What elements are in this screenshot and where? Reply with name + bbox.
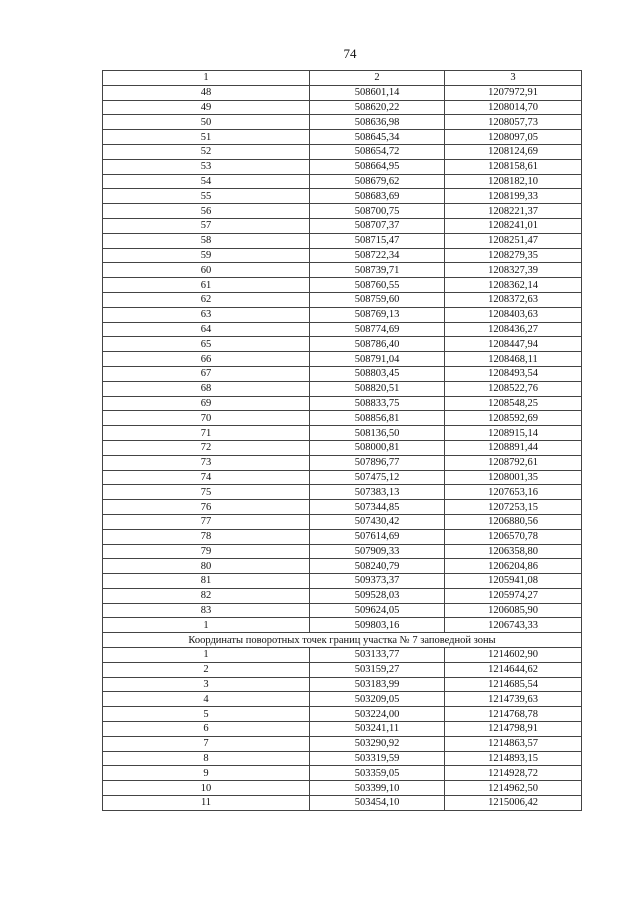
x-coordinate-cell: 508722,34 (310, 248, 445, 263)
y-coordinate-cell: 1208014,70 (445, 100, 582, 115)
table-row (103, 292, 582, 307)
table-row (103, 411, 582, 426)
y-coordinate-cell: 1208057,73 (445, 115, 582, 130)
point-number-cell: 68 (103, 381, 310, 396)
table-row (103, 426, 582, 441)
point-number-cell: 6 (103, 722, 310, 737)
table-row (103, 470, 582, 485)
table-row (103, 766, 582, 781)
table-row (103, 396, 582, 411)
table-row (103, 677, 582, 692)
x-coordinate-cell: 508654,72 (310, 144, 445, 159)
x-coordinate-cell: 503133,77 (310, 648, 445, 663)
x-coordinate-cell: 503359,05 (310, 766, 445, 781)
y-coordinate-cell: 1207972,91 (445, 85, 582, 100)
y-coordinate-cell: 1208362,14 (445, 278, 582, 293)
x-coordinate-cell: 508786,40 (310, 337, 445, 352)
point-number-cell: 61 (103, 278, 310, 293)
table-row (103, 544, 582, 559)
x-coordinate-cell: 509528,03 (310, 588, 445, 603)
x-coordinate-cell: 508636,98 (310, 115, 445, 130)
point-number-cell: 64 (103, 322, 310, 337)
point-number-cell: 59 (103, 248, 310, 263)
point-number-cell: 65 (103, 337, 310, 352)
table-row (103, 559, 582, 574)
table-row (103, 204, 582, 219)
table-row (103, 500, 582, 515)
x-coordinate-cell: 509624,05 (310, 603, 445, 618)
point-number-cell: 60 (103, 263, 310, 278)
x-coordinate-cell: 508136,50 (310, 426, 445, 441)
y-coordinate-cell: 1214863,57 (445, 736, 582, 751)
point-number-cell: 69 (103, 396, 310, 411)
table-row (103, 618, 582, 633)
point-number-cell: 82 (103, 588, 310, 603)
y-coordinate-cell: 1208251,47 (445, 233, 582, 248)
y-coordinate-cell: 1206570,78 (445, 529, 582, 544)
y-coordinate-cell: 1208279,35 (445, 248, 582, 263)
y-coordinate-cell: 1208792,61 (445, 455, 582, 470)
y-coordinate-cell: 1207653,16 (445, 485, 582, 500)
y-coordinate-cell: 1208548,25 (445, 396, 582, 411)
point-number-cell: 48 (103, 85, 310, 100)
x-coordinate-cell: 508769,13 (310, 307, 445, 322)
y-coordinate-cell: 1208468,11 (445, 352, 582, 367)
table-row (103, 352, 582, 367)
table-row (103, 174, 582, 189)
y-coordinate-cell: 1208001,35 (445, 470, 582, 485)
y-coordinate-cell: 1208592,69 (445, 411, 582, 426)
table-row (103, 603, 582, 618)
table-row (103, 722, 582, 737)
x-coordinate-cell: 509373,37 (310, 574, 445, 589)
x-coordinate-cell: 508760,55 (310, 278, 445, 293)
y-coordinate-cell: 1207253,15 (445, 500, 582, 515)
x-coordinate-cell: 508791,04 (310, 352, 445, 367)
table-row (103, 662, 582, 677)
y-coordinate-cell: 1206358,80 (445, 544, 582, 559)
y-coordinate-cell: 1208891,44 (445, 440, 582, 455)
point-number-cell: 71 (103, 426, 310, 441)
x-coordinate-cell: 507430,42 (310, 514, 445, 529)
x-coordinate-cell: 507896,77 (310, 455, 445, 470)
point-number-cell: 11 (103, 796, 310, 811)
table-row (103, 189, 582, 204)
y-coordinate-cell: 1214768,78 (445, 707, 582, 722)
table-row (103, 233, 582, 248)
header-col-3: 3 (445, 71, 582, 86)
point-number-cell: 1 (103, 648, 310, 663)
x-coordinate-cell: 508803,45 (310, 366, 445, 381)
x-coordinate-cell: 507909,33 (310, 544, 445, 559)
point-number-cell: 2 (103, 662, 310, 677)
x-coordinate-cell: 503159,27 (310, 662, 445, 677)
point-number-cell: 7 (103, 736, 310, 751)
point-number-cell: 77 (103, 514, 310, 529)
y-coordinate-cell: 1208522,76 (445, 381, 582, 396)
table-row (103, 337, 582, 352)
y-coordinate-cell: 1205974,27 (445, 588, 582, 603)
table-row (103, 707, 582, 722)
x-coordinate-cell: 508759,60 (310, 292, 445, 307)
table-row (103, 307, 582, 322)
y-coordinate-cell: 1214962,50 (445, 781, 582, 796)
table-row (103, 322, 582, 337)
x-coordinate-cell: 508739,71 (310, 263, 445, 278)
point-number-cell: 56 (103, 204, 310, 219)
y-coordinate-cell: 1214798,91 (445, 722, 582, 737)
x-coordinate-cell: 508820,51 (310, 381, 445, 396)
point-number-cell: 3 (103, 677, 310, 692)
x-coordinate-cell: 503183,99 (310, 677, 445, 692)
y-coordinate-cell: 1208493,54 (445, 366, 582, 381)
point-number-cell: 51 (103, 130, 310, 145)
table-row (103, 796, 582, 811)
point-number-cell: 62 (103, 292, 310, 307)
x-coordinate-cell: 503319,59 (310, 751, 445, 766)
y-coordinate-cell: 1214928,72 (445, 766, 582, 781)
point-number-cell: 79 (103, 544, 310, 559)
x-coordinate-cell: 508700,75 (310, 204, 445, 219)
point-number-cell: 73 (103, 455, 310, 470)
table-body-section-6 (103, 85, 582, 632)
point-number-cell: 75 (103, 485, 310, 500)
x-coordinate-cell: 508683,69 (310, 189, 445, 204)
x-coordinate-cell: 508856,81 (310, 411, 445, 426)
section-title-body (103, 633, 582, 648)
y-coordinate-cell: 1208182,10 (445, 174, 582, 189)
x-coordinate-cell: 508664,95 (310, 159, 445, 174)
coordinates-table (102, 70, 582, 811)
point-number-cell: 63 (103, 307, 310, 322)
point-number-cell: 52 (103, 144, 310, 159)
table-row (103, 648, 582, 663)
point-number-cell: 58 (103, 233, 310, 248)
point-number-cell: 74 (103, 470, 310, 485)
y-coordinate-cell: 1208403,63 (445, 307, 582, 322)
y-coordinate-cell: 1208199,33 (445, 189, 582, 204)
y-coordinate-cell: 1215006,42 (445, 796, 582, 811)
x-coordinate-cell: 508715,47 (310, 233, 445, 248)
y-coordinate-cell: 1214602,90 (445, 648, 582, 663)
y-coordinate-cell: 1214685,54 (445, 677, 582, 692)
y-coordinate-cell: 1208327,39 (445, 263, 582, 278)
table-header (103, 71, 582, 86)
x-coordinate-cell: 503454,10 (310, 796, 445, 811)
table-row (103, 751, 582, 766)
x-coordinate-cell: 503241,11 (310, 722, 445, 737)
section-title-row (103, 633, 582, 648)
x-coordinate-cell: 507614,69 (310, 529, 445, 544)
header-row (103, 71, 582, 86)
point-number-cell: 66 (103, 352, 310, 367)
page-number: 74 (343, 46, 357, 61)
point-number-cell: 76 (103, 500, 310, 515)
point-number-cell: 50 (103, 115, 310, 130)
x-coordinate-cell: 503209,05 (310, 692, 445, 707)
y-coordinate-cell: 1206204,86 (445, 559, 582, 574)
x-coordinate-cell: 508833,75 (310, 396, 445, 411)
point-number-cell: 72 (103, 440, 310, 455)
point-number-cell: 81 (103, 574, 310, 589)
point-number-cell: 8 (103, 751, 310, 766)
table-row (103, 366, 582, 381)
table-row (103, 692, 582, 707)
table-row (103, 263, 582, 278)
table-row (103, 159, 582, 174)
table-row (103, 574, 582, 589)
x-coordinate-cell: 507383,13 (310, 485, 445, 500)
table-row (103, 588, 582, 603)
point-number-cell: 83 (103, 603, 310, 618)
x-coordinate-cell: 503224,00 (310, 707, 445, 722)
x-coordinate-cell: 508645,34 (310, 130, 445, 145)
section-title: Координаты поворотных точек границ участка № 7 заповедной зоны (103, 633, 582, 648)
point-number-cell: 80 (103, 559, 310, 574)
y-coordinate-cell: 1208915,14 (445, 426, 582, 441)
y-coordinate-cell: 1208221,37 (445, 204, 582, 219)
x-coordinate-cell: 507344,85 (310, 500, 445, 515)
table-row (103, 529, 582, 544)
point-number-cell: 4 (103, 692, 310, 707)
point-number-cell: 78 (103, 529, 310, 544)
table-row (103, 218, 582, 233)
x-coordinate-cell: 508707,37 (310, 218, 445, 233)
x-coordinate-cell: 503290,92 (310, 736, 445, 751)
table-row (103, 248, 582, 263)
point-number-cell: 70 (103, 411, 310, 426)
point-number-cell: 53 (103, 159, 310, 174)
y-coordinate-cell: 1208124,69 (445, 144, 582, 159)
table-row (103, 781, 582, 796)
x-coordinate-cell: 508774,69 (310, 322, 445, 337)
point-number-cell: 10 (103, 781, 310, 796)
table-body-section-7 (103, 648, 582, 811)
table-row (103, 144, 582, 159)
point-number-cell: 67 (103, 366, 310, 381)
x-coordinate-cell: 509803,16 (310, 618, 445, 633)
y-coordinate-cell: 1208158,61 (445, 159, 582, 174)
y-coordinate-cell: 1206880,56 (445, 514, 582, 529)
point-number-cell: 9 (103, 766, 310, 781)
table-row (103, 278, 582, 293)
y-coordinate-cell: 1208436,27 (445, 322, 582, 337)
table-row (103, 381, 582, 396)
table-row (103, 736, 582, 751)
table-row (103, 85, 582, 100)
table-row (103, 455, 582, 470)
header-col-1: 1 (103, 71, 310, 86)
y-coordinate-cell: 1206085,90 (445, 603, 582, 618)
point-number-cell: 49 (103, 100, 310, 115)
table-row (103, 440, 582, 455)
x-coordinate-cell: 507475,12 (310, 470, 445, 485)
table-row (103, 100, 582, 115)
y-coordinate-cell: 1214739,63 (445, 692, 582, 707)
y-coordinate-cell: 1208241,01 (445, 218, 582, 233)
x-coordinate-cell: 508620,22 (310, 100, 445, 115)
point-number-cell: 54 (103, 174, 310, 189)
point-number-cell: 1 (103, 618, 310, 633)
y-coordinate-cell: 1208372,63 (445, 292, 582, 307)
table-row (103, 485, 582, 500)
y-coordinate-cell: 1214644,62 (445, 662, 582, 677)
x-coordinate-cell: 503399,10 (310, 781, 445, 796)
table-row (103, 115, 582, 130)
point-number-cell: 5 (103, 707, 310, 722)
y-coordinate-cell: 1208447,94 (445, 337, 582, 352)
x-coordinate-cell: 508000,81 (310, 440, 445, 455)
y-coordinate-cell: 1208097,05 (445, 130, 582, 145)
x-coordinate-cell: 508601,14 (310, 85, 445, 100)
y-coordinate-cell: 1214893,15 (445, 751, 582, 766)
table-row (103, 130, 582, 145)
point-number-cell: 55 (103, 189, 310, 204)
header-col-2: 2 (310, 71, 445, 86)
y-coordinate-cell: 1206743,33 (445, 618, 582, 633)
y-coordinate-cell: 1205941,08 (445, 574, 582, 589)
table-row (103, 514, 582, 529)
x-coordinate-cell: 508240,79 (310, 559, 445, 574)
x-coordinate-cell: 508679,62 (310, 174, 445, 189)
point-number-cell: 57 (103, 218, 310, 233)
